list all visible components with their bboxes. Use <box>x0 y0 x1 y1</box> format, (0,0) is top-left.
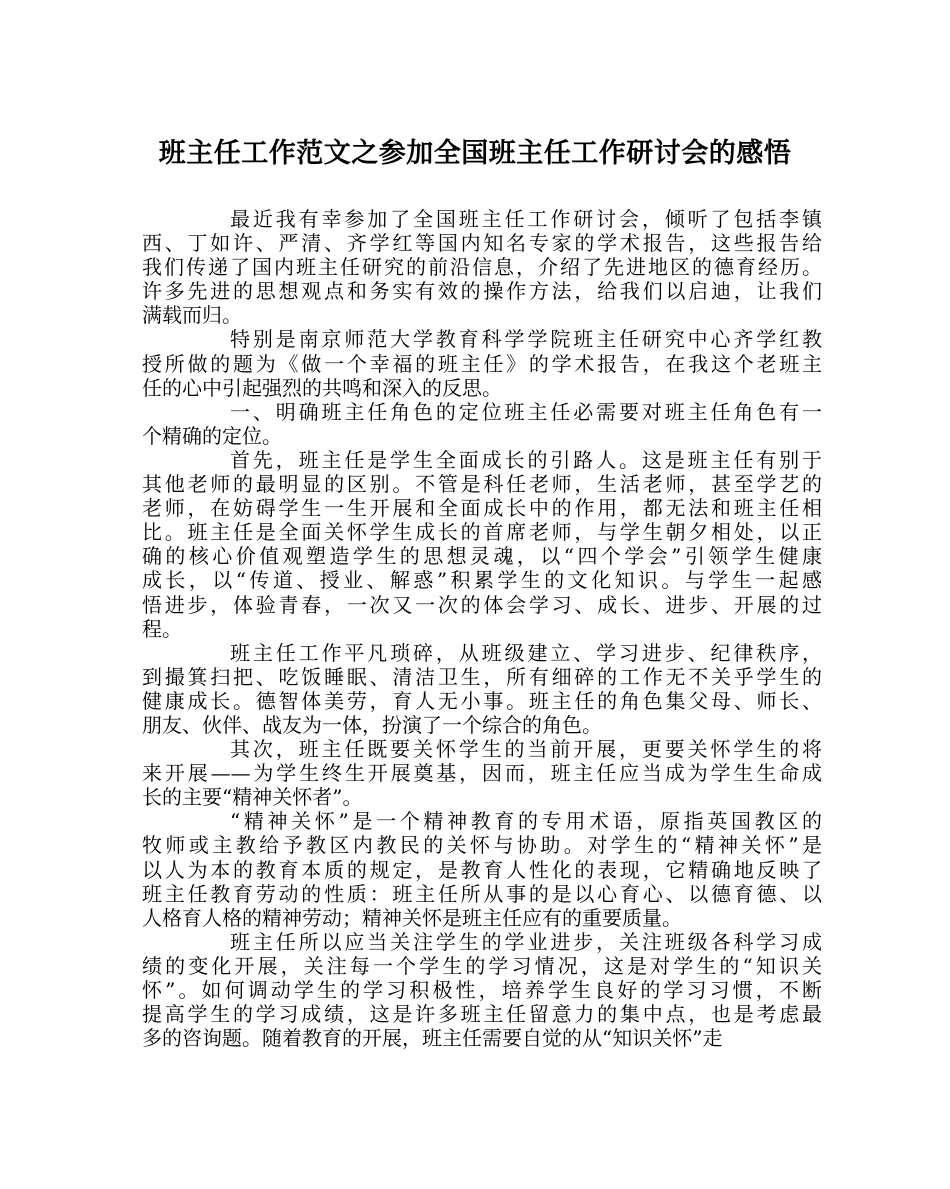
paragraph-line: 班主任工作平凡琐碎，从班级建立、学习进步、纪律秩序， <box>230 640 822 665</box>
paragraph-line: 朋友、伙伴、战友为一体，扮演了一个综合的角色。 <box>142 712 602 737</box>
paragraph-line: 来开展——为学生终生开展奠基，因而，班主任应当成为学生生命成 <box>142 761 822 786</box>
paragraph <box>142 809 822 929</box>
paragraph <box>142 327 822 399</box>
paragraph-line: 授所做的题为《做一个幸福的班主任》的学术报告，在我这个老班主 <box>142 351 822 376</box>
paragraph-line: 其次，班主任既要关怀学生的当前开展，更要关怀学生的将 <box>230 737 822 762</box>
paragraph <box>142 448 822 641</box>
paragraph-line: 多的咨询题。随着教育的开展，班主任需要自觉的从“知识关怀”走 <box>142 1026 723 1051</box>
paragraph-line: 其他老师的最明显的区别。不管是科任老师，生活老师，甚至学艺的 <box>142 472 822 497</box>
paragraph-line: 特别是南京师范大学教育科学学院班主任研究中心齐学红教 <box>230 327 822 352</box>
paragraph-line: 最近我有幸参加了全国班主任工作研讨会，倾听了包括李镇 <box>230 207 822 231</box>
paragraph-line: 任的心中引起强烈的共鸣和深入的反思。 <box>142 375 502 400</box>
document-title: 班主任工作范文之参加全国班主任工作研讨会的感悟 <box>158 138 792 169</box>
paragraph-line: 成长，以“传道、授业、解惑”积累学生的文化知识。与学生一起感 <box>142 568 822 593</box>
paragraph-line: 到撮箕扫把、吃饭睡眠、清洁卫生，所有细碎的工作无不关乎学生的 <box>142 664 822 689</box>
paragraph-line: 悟进步，体验青春，一次又一次的体会学习、成长、进步、开展的过 <box>142 592 822 617</box>
paragraph-line: 比。班主任是全面关怀学生成长的首席老师，与学生朝夕相处，以正 <box>142 520 822 545</box>
paragraph-line: 首先，班主任是学生全面成长的引路人。这是班主任有别于 <box>230 447 822 472</box>
paragraph-line: 一、明确班主任角色的定位班主任必需要对班主任角色有一 <box>230 399 822 424</box>
paragraph-line: 提高学生的学习成绩，这是许多班主任留意力的集中点，也是考虑最 <box>142 1002 822 1027</box>
paragraph-line: 绩的变化开展，关注每一个学生的学习情况，这是对学生的“知识关 <box>142 953 822 978</box>
paragraph-line: 人格育人格的精神劳动；精神关怀是班主任应有的重要质量。 <box>142 905 682 930</box>
paragraph <box>142 641 822 737</box>
paragraph-line: 长的主要“精神关怀者”。 <box>142 785 363 810</box>
paragraph-line: 以人为本的教育本质的规定，是教育人性化的表现，它精确地反映了 <box>142 857 822 882</box>
paragraph-line: 老师，在妨碍学生一生开展和全面成长中的作用，都无法和班主任相 <box>142 496 822 521</box>
paragraph <box>142 207 822 327</box>
document-body <box>142 207 822 1050</box>
paragraph-line: 班主任教育劳动的性质：班主任所从事的是以心育心、以德育德、以 <box>142 881 822 906</box>
paragraph-line: 确的核心价值观塑造学生的思想灵魂，以“四个学会”引领学生健康 <box>142 544 822 569</box>
paragraph-line: 许多先进的思想观点和务实有效的操作方法，给我们以启迪，让我们 <box>142 279 822 304</box>
paragraph-line: 程。 <box>142 616 182 641</box>
paragraph-line: 怀”。如何调动学生的学习积极性，培养学生良好的学习习惯，不断 <box>142 978 822 1002</box>
paragraph-line: 健康成长。德智体美劳，育人无小事。班主任的角色集父母、师长、 <box>142 688 822 713</box>
paragraph-line: 个精确的定位。 <box>142 423 282 448</box>
paragraph-line: 我们传递了国内班主任研究的前沿信息，介绍了先进地区的德育经历。 <box>142 255 822 280</box>
paragraph <box>142 930 822 1050</box>
paragraph <box>142 737 822 809</box>
paragraph-line: 班主任所以应当关注学生的学业进步，关注班级各科学习成 <box>230 929 822 954</box>
paragraph-line: 满载而归。 <box>142 303 242 328</box>
paragraph-line: “精神关怀”是一个精神教育的专用术语，原指英国教区的 <box>230 809 822 834</box>
paragraph <box>142 400 822 448</box>
paragraph-line: 西、丁如许、严清、齐学红等国内知名专家的学术报告，这些报告给 <box>142 231 822 256</box>
paragraph-line: 牧师或主教给予教区内教民的关怀与协助。对学生的“精神关怀”是 <box>142 833 822 858</box>
